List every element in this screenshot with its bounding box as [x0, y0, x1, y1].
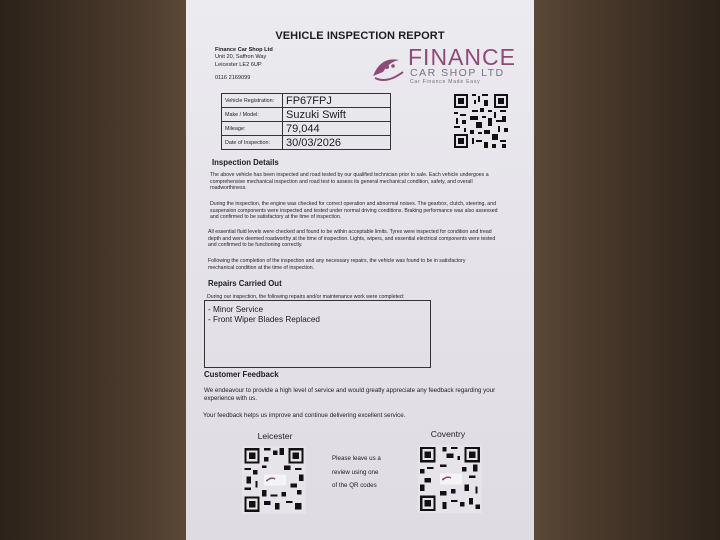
paragraph-line: We endeavour to provide a high level of service and would greatly appreciate any feedback regarding your — [204, 387, 496, 394]
paragraph-line: mechanical condition at the time of inspection. — [208, 264, 315, 271]
instruction-line: review using one — [332, 468, 379, 476]
leicester-qr-code-icon[interactable] — [242, 446, 306, 514]
instruction-line: Please leave us a — [332, 455, 381, 462]
date-value: 30/03/2026 — [283, 136, 391, 150]
report-title: VEHICLE INSPECTION REPORT — [275, 30, 445, 42]
logo-word-finance: FINANCE — [408, 44, 516, 70]
paragraph-line: The above vehicle has been inspected and road tested by our qualified technician prior to sale. Each vehicle undergoes a — [210, 172, 489, 178]
paragraph-line: suspension components were inspected and tested under normal driving conditions. Braking performance was also assessed — [210, 207, 498, 214]
paragraph-line: and confirmed to be satisfactory at the time of inspection. — [210, 214, 342, 221]
address-line-2: Leicester LE2 6UP — [215, 61, 262, 68]
vehicle-details-table — [221, 93, 391, 150]
mileage-value: 79,044 — [283, 122, 391, 136]
repair-item: - Front Wiper Blades Replaced — [208, 315, 320, 324]
make-model-value: Suzuki Swift — [283, 108, 391, 122]
paragraph-line: Following the completion of the inspection and any necessary repairs, the vehicle was found to be in satisfactory — [208, 258, 466, 264]
customer-feedback-heading: Customer Feedback — [204, 370, 279, 379]
coventry-qr-code-icon[interactable] — [418, 444, 482, 514]
repair-item: - Minor Service — [208, 305, 264, 314]
company-address — [215, 47, 273, 69]
date-label: Date of Inspection: — [222, 136, 283, 150]
instruction-line: of the QR codes — [332, 482, 377, 489]
table-row — [222, 122, 391, 136]
address-line-1: Unit 20, Saffron Way — [215, 54, 267, 61]
registration-value: FP67FPJ — [283, 94, 391, 108]
company-phone: 0116 2169099 — [215, 75, 251, 81]
paragraph-line: and confirmed to be functioning correctly. — [208, 242, 303, 249]
paragraph-line: All essential fluid levels were checked and found to be within acceptable limits. Tyres were inspected for condition and tread — [208, 229, 492, 235]
table-row — [222, 108, 391, 122]
feedback-paragraph-2: Your feedback helps us improve and continue delivering excellent service. — [203, 412, 406, 419]
logo-word-carshop: CAR SHOP LTD — [410, 67, 505, 79]
inspection-paragraph-2 — [210, 201, 498, 221]
repairs-heading: Repairs Carried Out — [208, 279, 282, 288]
coventry-label: Coventry — [430, 429, 466, 439]
review-instruction — [332, 452, 381, 493]
background-left — [0, 0, 186, 540]
table-row — [222, 94, 391, 108]
registration-label: Vehicle Registration: — [222, 94, 283, 108]
inspection-details-heading: Inspection Details — [212, 158, 279, 167]
make-model-label: Make / Model: — [222, 108, 283, 122]
table-row — [222, 136, 391, 150]
inspection-report-sheet — [186, 0, 534, 540]
paragraph-line: depth and were deemed roadworthy at the time of inspection. Lights, wipers, and essential electrical components were tested — [208, 235, 496, 242]
background-right — [534, 0, 720, 540]
feedback-paragraph-1 — [204, 387, 495, 402]
paragraph-line: experience with us. — [204, 394, 257, 402]
mileage-label: Mileage: — [222, 122, 283, 136]
paragraph-line: During the inspection, the engine was checked for correct operation and abnormal noises. The gearbox, clutch, steering, and — [210, 201, 496, 207]
inspection-paragraph-4 — [208, 258, 466, 271]
inspection-paragraph-3 — [208, 229, 495, 249]
qr-code-icon — [449, 92, 513, 150]
company-name: Finance Car Shop Ltd — [215, 47, 273, 53]
repairs-box — [204, 300, 431, 368]
logo-tagline: Car Finance Made Easy — [410, 79, 481, 85]
leicester-label: Leicester — [257, 431, 293, 441]
paragraph-line: comprehensive mechanical inspection and road test to assess its general mechanical condition, safety, and overall — [210, 178, 473, 185]
repairs-intro: During our inspection, the following repairs and/or maintenance work were completed: — [207, 294, 405, 300]
paragraph-line: roadworthiness. — [210, 185, 247, 192]
inspection-paragraph-1 — [210, 172, 489, 192]
